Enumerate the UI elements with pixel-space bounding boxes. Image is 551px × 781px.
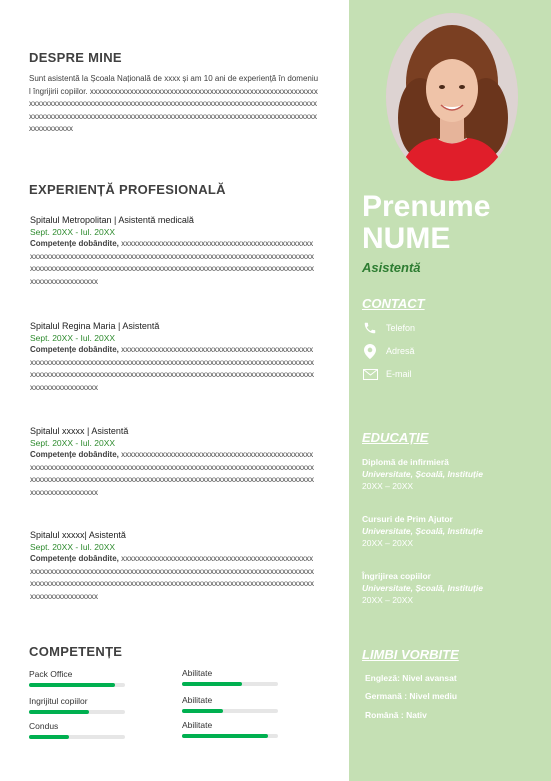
language-item: Engleză: Nivel avansat — [365, 673, 457, 683]
competences-text: xxxxxxxxxxxxxxxxxxxxxxxxxxxxxxxxxxxxxxxxxxxxxxxxxxxxxxxxxxxxxxxxxxxxxxxxxxxxxxxxxxxxxxxxxxxxxxxxxxxxxxxxxxxxxxxxxxxxxxxxxxxxxxxxxxxxxxxxxxxxxxxxxxxxxxxxxxxxxxxxxxxxxxxxxxxxxxxxxxxxxxxxxxxxxxxxxxxxxxxxxxxxxxx — [30, 554, 314, 601]
education-institution: Universitate, Școală, Instituție — [362, 583, 483, 593]
competences-text: xxxxxxxxxxxxxxxxxxxxxxxxxxxxxxxxxxxxxxxxxxxxxxxxxxxxxxxxxxxxxxxxxxxxxxxxxxxxxxxxxxxxxxxxxxxxxxxxxxxxxxxxxxxxxxxxxxxxxxxxxxxxxxxxxxxxxxxxxxxxxxxxxxxxxxxxxxxxxxxxxxxxxxxxxxxxxxxxxxxxxxxxxxxxxxxxxxxxxxxxxxxxxxx — [30, 450, 314, 497]
skill-bar — [182, 734, 278, 738]
skill-bar-fill — [29, 683, 115, 687]
skill-item — [182, 667, 278, 686]
job-title: Spitalul Regina Maria | Asistentă — [30, 321, 160, 331]
job-dates: Sept. 20XX - Iul. 20XX — [30, 542, 116, 552]
job-title: Spitalul xxxxx| Asistentă — [30, 530, 126, 540]
competences-text: xxxxxxxxxxxxxxxxxxxxxxxxxxxxxxxxxxxxxxxxxxxxxxxxxxxxxxxxxxxxxxxxxxxxxxxxxxxxxxxxxxxxxxxxxxxxxxxxxxxxxxxxxxxxxxxxxxxxxxxxxxxxxxxxxxxxxxxxxxxxxxxxxxxxxxxxxxxxxxxxxxxxxxxxxxxxxxxxxxxxxxxxxxxxxxxxxxxxxxxxxxxxxxx — [30, 239, 314, 286]
education-dates: 20XX – 20XX — [362, 595, 414, 605]
skill-bar-fill — [29, 710, 89, 714]
skill-bar — [29, 735, 125, 739]
first-name: Prenume — [362, 190, 491, 223]
experience-title: EXPERIENȚĂ PROFESIONALĂ — [29, 182, 226, 197]
competences-label: Competențe dobândite, — [30, 450, 119, 459]
job-dates: Sept. 20XX - Iul. 20XX — [30, 438, 116, 448]
skill-item — [182, 719, 278, 738]
skill-item — [29, 668, 125, 687]
phone-label: Telefon — [386, 323, 416, 333]
language-item: Germană : Nivel mediu — [365, 691, 458, 701]
education-degree: Îngrijirea copiilor — [362, 571, 431, 581]
about-title: DESPRE MINE — [29, 50, 122, 65]
competences-text: xxxxxxxxxxxxxxxxxxxxxxxxxxxxxxxxxxxxxxxxxxxxxxxxxxxxxxxxxxxxxxxxxxxxxxxxxxxxxxxxxxxxxxxxxxxxxxxxxxxxxxxxxxxxxxxxxxxxxxxxxxxxxxxxxxxxxxxxxxxxxxxxxxxxxxxxxxxxxxxxxxxxxxxxxxxxxxxxxxxxxxxxxxxxxxxxxxxxxxxxxxxxxxx — [30, 345, 314, 392]
job-competences — [30, 238, 315, 288]
education-degree: Cursuri de Prim Ajutor — [362, 514, 453, 524]
job-dates: Sept. 20XX - Iul. 20XX — [30, 227, 116, 237]
job-role: Asistentă — [362, 260, 421, 275]
skill-item — [182, 694, 278, 713]
skill-bar — [182, 709, 278, 713]
job-entry — [30, 529, 315, 603]
last-name: NUME — [362, 222, 451, 255]
skill-label: Pack Office — [29, 669, 73, 679]
competences-label: Competențe dobândite, — [30, 345, 119, 354]
job-title: Spitalul Metropolitan | Asistentă medicală — [30, 215, 194, 225]
skill-label: Ingrijitul copiilor — [29, 696, 88, 706]
skill-bar — [29, 683, 125, 687]
education-dates: 20XX – 20XX — [362, 481, 414, 491]
profile-photo — [386, 13, 518, 181]
education-institution: Universitate, Școală, Instituție — [362, 526, 483, 536]
contact-title: CONTACT — [362, 296, 425, 311]
envelope-icon — [362, 366, 378, 382]
skill-bar-fill — [182, 709, 223, 713]
education-item — [362, 456, 542, 492]
education-title: EDUCAȚIE — [362, 430, 429, 445]
skill-label: Abilitate — [182, 720, 213, 730]
skill-item — [29, 720, 125, 739]
location-pin-icon — [362, 343, 378, 359]
skill-bar — [29, 710, 125, 714]
skill-label: Abilitate — [182, 668, 213, 678]
job-entry — [30, 425, 315, 499]
job-entry — [30, 214, 315, 288]
skills-title: COMPETENȚE — [29, 644, 123, 659]
address-label: Adresă — [386, 346, 415, 356]
skill-label: Condus — [29, 721, 59, 731]
skill-bar-fill — [182, 682, 242, 686]
skill-item — [29, 695, 125, 714]
competences-label: Competențe dobândite, — [30, 554, 119, 563]
skill-label: Abilitate — [182, 695, 213, 705]
job-dates: Sept. 20XX - Iul. 20XX — [30, 333, 116, 343]
job-competences — [30, 344, 315, 394]
portrait-illustration — [386, 13, 518, 181]
job-competences — [30, 553, 315, 603]
job-title: Spitalul xxxxx | Asistentă — [30, 426, 129, 436]
about-text: Sunt asistentă la Școala Națională de xxxx și am 10 ani de experiență în domeniul îngrijirii copiilor. xxxxxxxxxxxxxxxxxxxxxxxxxxxxxxxxxxxxxxxxxxxxxxxxxxxxxxxxxxxxxxxxxxxxxxxxxxxxxxxxxxxxxxxxxxxxxxxxxxxxxxxxxxxxxxxxxxxxxxxxxxxxxxxxxxxxxxxxxxxxxxxxxxxxxxxxxxxxxxxxxxxxxxxxxxxxxxxxxxxxxxxxxxxxxxxxxxxxxxxxxxxxxxxxxxxx — [29, 74, 319, 133]
phone-icon — [362, 320, 378, 336]
contact-phone[interactable] — [362, 320, 415, 336]
education-dates: 20XX – 20XX — [362, 538, 414, 548]
education-item — [362, 513, 542, 549]
language-item: Română : Nativ — [365, 710, 427, 720]
skill-bar-fill — [29, 735, 69, 739]
skill-bar-fill — [182, 734, 268, 738]
job-competences — [30, 449, 315, 499]
contact-email[interactable] — [362, 366, 412, 382]
competences-label: Competențe dobândite, — [30, 239, 119, 248]
skill-bar — [182, 682, 278, 686]
languages-title: LIMBI VORBITE — [362, 647, 459, 662]
job-entry — [30, 320, 315, 394]
education-degree: Diplomă de infirmieră — [362, 457, 449, 467]
email-label: E-mail — [386, 369, 412, 379]
contact-address[interactable] — [362, 343, 415, 359]
education-item — [362, 570, 542, 606]
education-institution: Universitate, Școală, Instituție — [362, 469, 483, 479]
